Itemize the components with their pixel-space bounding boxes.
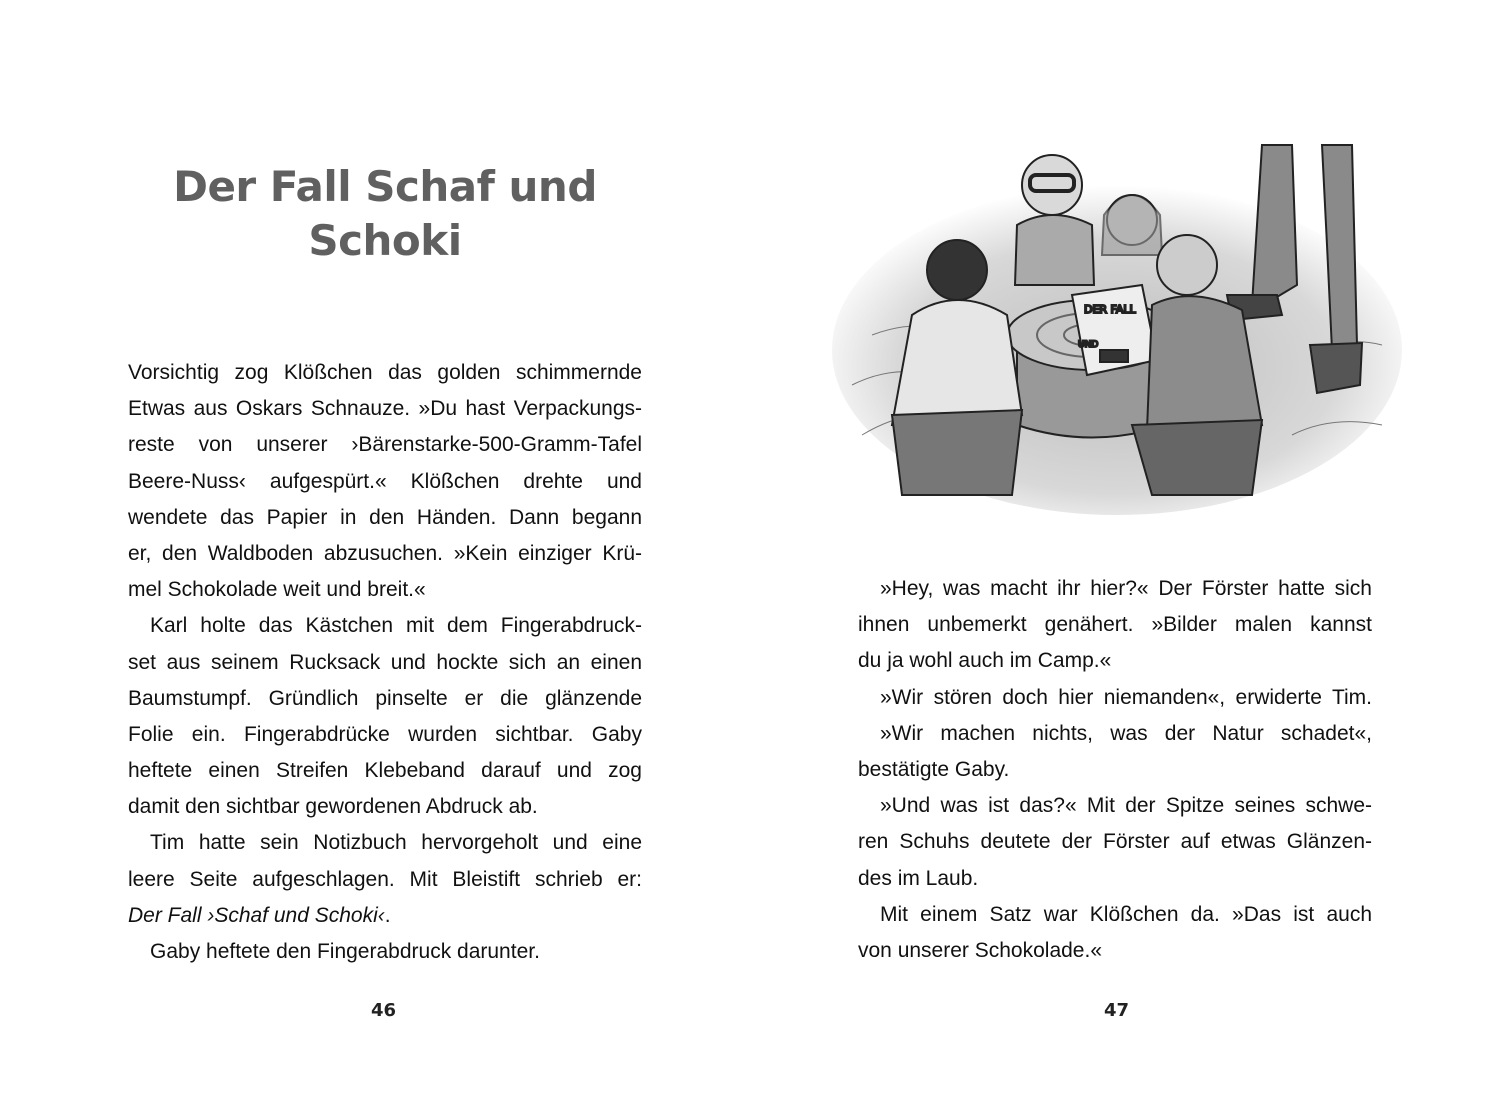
text-line-content: Tim hatte sein Notizbuch hervorgeholt und eine: [150, 831, 642, 855]
notebook: [1072, 285, 1157, 375]
text-line-content: leere Seite aufgeschlagen. Mit Bleistift schrieb er:: [128, 867, 642, 891]
text-line-content: bestätigte Gaby.: [858, 757, 1010, 781]
page-number-left: 46: [371, 1000, 397, 1021]
text-line-content: »Wir machen nichts, was der Natur schadet«,: [880, 721, 1372, 745]
text-line-content: du ja wohl auch im Camp.«: [858, 649, 1112, 673]
text-line: [858, 716, 1372, 752]
text-line: [128, 464, 642, 500]
text-line-content: Mit einem Satz war Klößchen da. »Das ist auch: [880, 902, 1372, 926]
text-line-content: des im Laub.: [858, 866, 979, 890]
text-line: [858, 861, 1372, 897]
text-line-content: mel Schokolade weit und breit.«: [128, 578, 426, 602]
text-line-content: Beere-Nuss‹ aufgespürt.« Klößchen drehte und: [128, 469, 642, 493]
text-line: [128, 608, 642, 644]
text-line-content: ren Schuhs deutete der Förster auf etwas Glänzen-: [858, 830, 1372, 854]
text-line-content: »Hey, was macht ihr hier?« Der Förster hatte sich: [880, 577, 1372, 600]
text-line-content: Karl holte das Kästchen mit dem Fingerabdruck-: [150, 614, 642, 638]
text-line: [858, 933, 1372, 969]
text-line: [128, 753, 642, 789]
text-line: [128, 789, 642, 825]
child-tim: [1015, 155, 1094, 285]
text-line-content: wendete das Papier in den Händen. Dann begann: [128, 505, 642, 529]
chapter-title-line: Schoki: [308, 216, 462, 265]
text-line-content: »Und was ist das?« Mit der Spitze seines schwe-: [880, 794, 1372, 818]
text-line: [128, 934, 642, 970]
text-line: [128, 427, 642, 463]
text-line: [858, 680, 1372, 716]
notebook-lettering: DER FALL: [1084, 303, 1136, 316]
page-number-right: 47: [1104, 1000, 1130, 1021]
text-line: [858, 643, 1372, 679]
text-line: [858, 824, 1372, 860]
text-line: [128, 355, 642, 391]
illustration-children-at-stump: [832, 135, 1402, 525]
text-line-suffix: .: [384, 903, 391, 927]
text-line: [128, 717, 642, 753]
chapter-title-line: Der Fall Schaf und: [173, 162, 597, 211]
text-line: [858, 607, 1372, 643]
text-line: [128, 572, 642, 608]
text-line: [128, 645, 642, 681]
text-line: [128, 681, 642, 717]
left-page-body: [128, 355, 642, 970]
text-line: [128, 391, 642, 427]
chapter-title: [128, 160, 642, 268]
text-line: [858, 897, 1372, 933]
text-line: [858, 571, 1372, 607]
text-line-content: heftete einen Streifen Klebeband darauf und zog: [128, 759, 642, 783]
text-line-content: reste von unserer ›Bärenstarke-500-Gramm-Tafel: [128, 433, 642, 457]
text-line-content: damit den sichtbar gewordenen Abdruck ab.: [128, 795, 538, 819]
text-line: [128, 898, 642, 934]
text-line-content: Der Fall ›Schaf und Schoki‹: [128, 903, 385, 927]
text-line: [858, 788, 1372, 824]
text-line-content: »Wir stören doch hier niemanden«, erwiderte Tim.: [880, 685, 1372, 709]
text-line: [128, 862, 642, 898]
text-line-content: Vorsichtig zog Klößchen das golden schimmernde: [128, 361, 642, 384]
text-line-content: Folie ein. Fingerabdrücke wurden sichtbar. Gaby: [128, 722, 642, 746]
text-line-content: Etwas aus Oskars Schnauze. »Du hast Verpackungs-: [128, 397, 642, 421]
text-line-content: Baumstumpf. Gründlich pinselte er die glänzende: [128, 686, 642, 710]
text-line: [128, 500, 642, 536]
notebook-lettering: UND: [1078, 340, 1099, 350]
text-line-content: von unserer Schokolade.«: [858, 938, 1102, 962]
text-line-content: set aus seinem Rucksack und hockte sich an einen: [128, 650, 642, 674]
text-line: [128, 536, 642, 572]
text-line: [858, 752, 1372, 788]
text-line-content: ihnen unbemerkt genähert. »Bilder malen kannst: [858, 613, 1372, 637]
text-line-content: er, den Waldboden abzusuchen. »Kein einziger Krü-: [128, 541, 642, 565]
text-line: [128, 825, 642, 861]
right-page-body: [858, 571, 1372, 969]
text-line-content: Gaby heftete den Fingerabdruck darunter.: [150, 940, 540, 963]
